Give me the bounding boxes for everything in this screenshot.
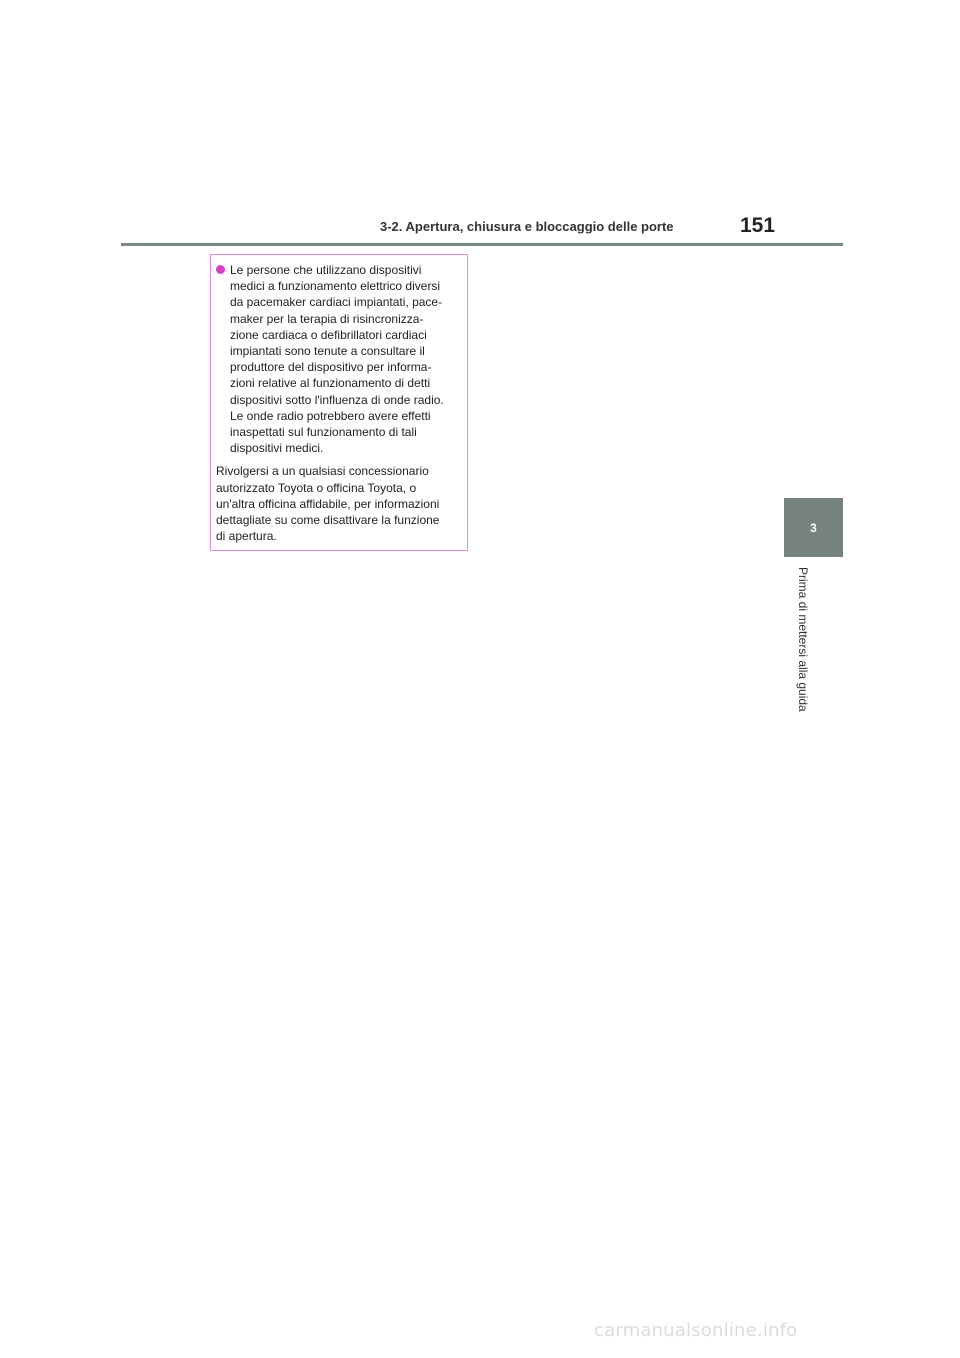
chapter-side-title: Prima di mettersi alla guida xyxy=(796,567,810,712)
bullet-item xyxy=(216,262,461,456)
chapter-tab xyxy=(784,498,843,557)
bullet-text: Le persone che utilizzano dispositivi medici a funzionamento elettrico diversi da pacemaker cardiaci impiantati, pace- maker per la terapia di risincronizza- zione cardiaca o defibrillatori cardiaci impiantati sono tenute a consultare il produttore del dispositivo per informa- zioni relative al funzionamento di detti dispositivi sotto l'influenza di onde radio. Le onde radio potrebbero avere effetti inaspettati sul funzionamento di tali dispositivi medici. xyxy=(230,263,444,456)
info-box xyxy=(210,254,468,551)
bullet-dot-icon xyxy=(216,265,225,274)
page-number: 151 xyxy=(740,214,776,237)
info-paragraph: Rivolgersi a un qualsiasi concessionario autorizzato Toyota o officina Toyota, o un'altra officina affidabile, per informazioni dettagliate su come disattivare la funzione di apertura. xyxy=(216,464,440,544)
header-divider xyxy=(121,243,843,246)
chapter-number: 3 xyxy=(810,520,817,535)
section-title: 3-2. Apertura, chiusura e bloccaggio delle porte xyxy=(380,219,674,234)
watermark: carmanualsonline.info xyxy=(594,1320,798,1341)
